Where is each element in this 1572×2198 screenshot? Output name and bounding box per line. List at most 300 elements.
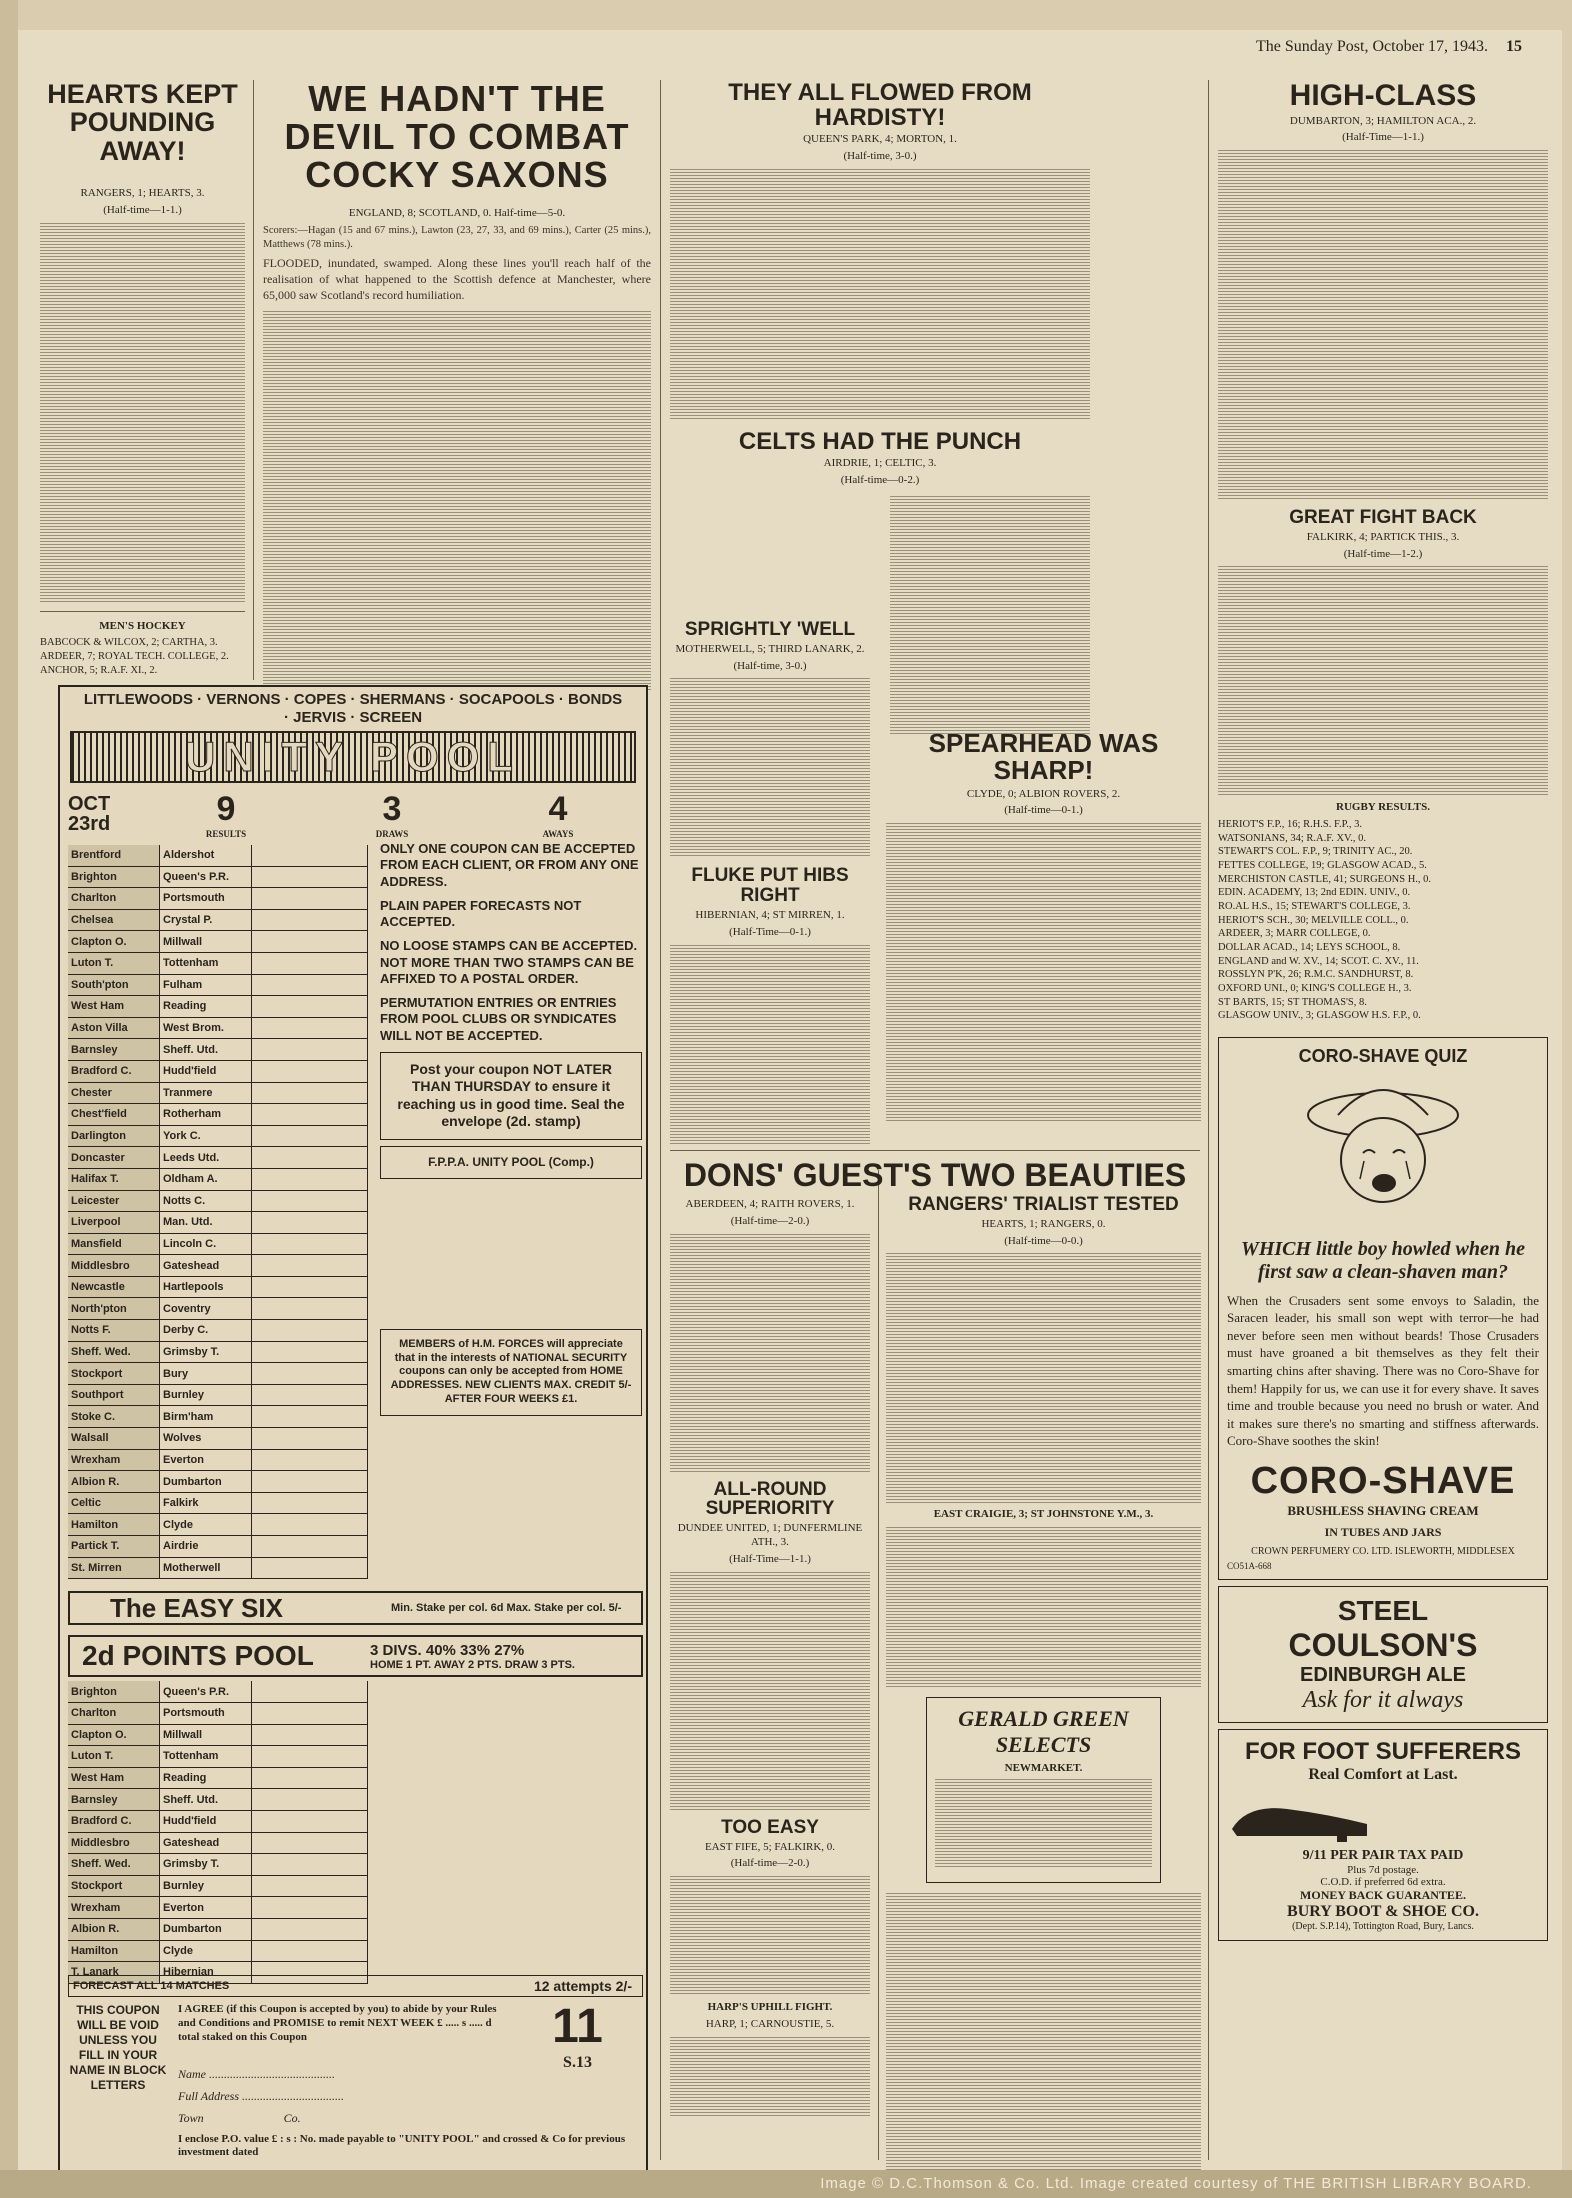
away-team: Portsmouth xyxy=(160,888,252,909)
home-team: Chelsea xyxy=(68,910,160,931)
forecast-box[interactable] xyxy=(252,845,368,866)
column-rule xyxy=(878,1170,879,2160)
forecast-box[interactable] xyxy=(252,1061,368,1082)
forecast-box[interactable] xyxy=(252,1514,368,1535)
quiz-title: CORO-SHAVE QUIZ xyxy=(1298,1045,1468,1066)
coro-shave-ad: CORO-SHAVE QUIZ WHICH little boy howled when he first saw a clean-shaven man? When the Crusaders sent some envoys to Saladin, the Saracen leader, his small son wept with terror—he had never before seen men without beards! Those Crusaders must have groaned a bit themselves as they felt their smarting chins after shaving. There was no Coro-Shave for them! Happily for us, we can use it for every shave. It saves time and trouble because you need no brush or water. And it makes sure there's no smarting and stiffness afterwards. Coro-Shave soothes the skin! CORO-SHAVE BRUSHLESS SHAVING CREAM IN TUBES AND JARS CROWN PERFUMERY CO. LTD. ISLEWORTH, MIDDLESEX CO51A-668 xyxy=(1218,1037,1548,1580)
home-team: Wrexham xyxy=(68,1450,160,1471)
postal-order-line: I enclose P.O. value £ : s : No. made payable to "UNITY POOL" and crossed & Co for previous investment dated xyxy=(178,2133,626,2159)
away-team: Hudd'field xyxy=(160,1811,252,1832)
away-team: Reading xyxy=(160,1768,252,1789)
away-team: Millwall xyxy=(160,931,252,952)
home-team: T. Lanark xyxy=(68,1962,160,1983)
score-line: CLYDE, 0; ALBION ROVERS, 2. xyxy=(966,787,1121,800)
fixture-row[interactable] xyxy=(68,1514,368,1536)
headline: DONS' GUEST'S TWO BEAUTIES xyxy=(683,1157,1187,1193)
away-team: Clyde xyxy=(160,1514,252,1535)
rugby-result: DOLLAR ACAD., 14; LEYS SCHOOL, 8. xyxy=(1218,941,1401,953)
headline: CELTS HAD THE PUNCH xyxy=(738,427,1022,455)
away-team: Queen's P.R. xyxy=(160,1681,252,1702)
home-team: Charlton xyxy=(68,888,160,909)
pool-results: 9 RESULTS xyxy=(205,789,247,839)
away-team: Clyde xyxy=(160,1941,252,1962)
fixture-row[interactable] xyxy=(68,931,368,953)
forecast-box[interactable] xyxy=(252,953,368,974)
away-team: Hartlepools xyxy=(160,1277,252,1298)
away-team: Millwall xyxy=(160,1725,252,1746)
half-time: (Half-Time—1-1.) xyxy=(729,1552,811,1565)
forecast-box[interactable] xyxy=(252,1169,368,1190)
fixture-row[interactable] xyxy=(68,1725,368,1747)
away-team: Lincoln C. xyxy=(160,1234,252,1255)
away-team: Tottenham xyxy=(160,953,252,974)
home-team: Celtic xyxy=(68,1493,160,1514)
home-team: Doncaster xyxy=(68,1147,160,1168)
article-text xyxy=(670,1572,870,1812)
fixture-row[interactable] xyxy=(68,1018,368,1040)
home-team: Bradford C. xyxy=(68,1811,160,1832)
home-team: Stockport xyxy=(68,1363,160,1384)
forecast-box[interactable] xyxy=(252,1255,368,1276)
pool-header xyxy=(60,787,646,841)
rugby-result: FETTES COLLEGE, 19; GLASGOW ACAD., 5. xyxy=(1218,860,1427,872)
home-team: West Ham xyxy=(68,996,160,1017)
fixture-row[interactable] xyxy=(68,1897,368,1919)
coupon-title: UNITY POOL xyxy=(70,731,636,783)
fixture-row[interactable] xyxy=(68,1558,368,1580)
article-text xyxy=(890,496,1090,736)
fixture-row[interactable] xyxy=(68,1681,368,1703)
fixture-row[interactable] xyxy=(68,1833,368,1855)
home-team: Sheff. Wed. xyxy=(68,1854,160,1875)
column-rule xyxy=(660,80,661,2160)
score-line: HEARTS, 1; RANGERS, 0. xyxy=(981,1217,1106,1230)
fixture-row[interactable] xyxy=(68,1363,368,1385)
home-team: Charlton xyxy=(68,1703,160,1724)
forces-note: MEMBERS of H.M. FORCES will appreciate that in the interests of NATIONAL SECURITY coupons can only be accepted from HOME ADDRESSES. NEW CLIENTS MAX. CREDIT 5/- AFTER FOUR WEEKS £1. xyxy=(380,1329,642,1416)
article-text xyxy=(40,223,245,603)
quiz-body: When the Crusaders sent some envoys to Saladin, the Saracen leader, his small son wept with terror—he had never before seen men without beards! Those Crusaders must have groaned a bit themselves as they felt their smarting chins after shaving. There was no Coro-Shave for them! Happily for us, we can use it for every shave. It saves time and trouble because you need no brush or water. And it makes sure there's no smarting and stiffness afterwards. Coro-Shave soothes the skin! xyxy=(1227,1292,1539,1449)
fixture-row[interactable] xyxy=(68,1126,368,1148)
rugby-result: ST BARTS, 15; ST THOMAS'S, 8. xyxy=(1218,996,1367,1008)
rugby-result: ROSSLYN P'K, 26; R.M.C. SANDHURST, 8. xyxy=(1218,969,1414,981)
forecast-box[interactable] xyxy=(252,1558,368,1579)
half-time: (Half-time—0-0.) xyxy=(1004,1234,1083,1247)
fixture-row[interactable] xyxy=(68,1039,368,1061)
forecast-box[interactable] xyxy=(252,1919,368,1940)
hockey-results xyxy=(40,636,245,677)
headline: HIGH-CLASS xyxy=(1289,79,1477,112)
fixture-row[interactable] xyxy=(68,1406,368,1428)
forecast-box[interactable] xyxy=(252,1147,368,1168)
result-line: ARDEER, 7; ROYAL TECH. COLLEGE, 2. xyxy=(40,650,229,662)
column-hearts xyxy=(40,80,245,677)
away-team: Hibernian xyxy=(160,1962,252,1983)
home-team: Stoke C. xyxy=(68,1406,160,1427)
gerald-green-box: GERALD GREEN SELECTS NEWMARKET. xyxy=(926,1697,1161,1883)
article-text xyxy=(886,823,1201,1123)
masthead xyxy=(1256,38,1522,56)
away-team: Grimsby T. xyxy=(160,1342,252,1363)
forecast-box[interactable] xyxy=(252,1126,368,1147)
half-time: (Half-time—1-2.) xyxy=(1343,547,1423,560)
headline: THEY ALL FLOWED FROM HARDISTY! xyxy=(728,79,1032,132)
address-field[interactable]: Full Address .................................. xyxy=(178,2089,345,2103)
fixture-row[interactable] xyxy=(68,1854,368,1876)
column-clyde xyxy=(886,730,1201,1128)
away-team: Fulham xyxy=(160,975,252,996)
score-line: FALKIRK, 4; PARTICK THIS., 3. xyxy=(1306,530,1460,543)
away-team: Airdrie xyxy=(160,1536,252,1557)
headline: HEARTS KEPT POUNDING AWAY! xyxy=(47,79,238,166)
column-england-scotland xyxy=(263,80,651,696)
article-text xyxy=(670,1234,870,1474)
score-line: DUNDEE UNITED, 1; DUNFERMLINE ATH., 3. xyxy=(677,1522,863,1549)
home-team: Brighton xyxy=(68,867,160,888)
forecast-box[interactable] xyxy=(252,1471,368,1492)
divider xyxy=(40,611,245,612)
quiz-question: WHICH little boy howled when he first saw a clean-shaven man? xyxy=(1241,1237,1525,1283)
article-text xyxy=(1218,150,1548,500)
hockey-title: MEN'S HOCKEY xyxy=(99,619,186,632)
fixture-row[interactable] xyxy=(68,1941,368,1963)
forecast-box[interactable] xyxy=(252,888,368,909)
rugby-title: RUGBY RESULTS. xyxy=(1336,801,1430,814)
away-team: York C. xyxy=(160,1126,252,1147)
forecast-box[interactable] xyxy=(252,1450,368,1471)
coupon-address: F.P.P.A. UNITY POOL (Comp.) xyxy=(380,1146,642,1179)
scorers: Scorers:—Hagan (15 and 67 mins.), Lawton (23, 27, 33, and 69 mins.), Carter (25 mins.), Matthews (78 mins.). xyxy=(263,225,651,250)
fixture-row[interactable] xyxy=(68,953,368,975)
fixture-row[interactable] xyxy=(68,1428,368,1450)
away-team: Tottenham xyxy=(160,1746,252,1767)
rugby-result: ARDEER, 3; MARR COLLEGE, 0. xyxy=(1218,928,1371,940)
score-line: MOTHERWELL, 5; THIRD LANARK, 2. xyxy=(675,642,865,655)
page-number: 15 xyxy=(1506,38,1522,55)
forecast-box[interactable] xyxy=(252,1536,368,1557)
home-team: Liverpool xyxy=(68,1212,160,1233)
rule: PLAIN PAPER FORECASTS NOT ACCEPTED. xyxy=(380,897,582,929)
away-team: Coventry xyxy=(160,1298,252,1319)
fixture-row[interactable] xyxy=(68,1277,368,1299)
headline: WE HADN'T THE DEVIL TO COMBAT COCKY SAXONS xyxy=(284,78,630,195)
away-team: Crystal P. xyxy=(160,910,252,931)
rugby-result: HERIOT'S F.P., 16; R.H.S. F.P., 3. xyxy=(1218,819,1363,831)
forecast-box[interactable] xyxy=(252,931,368,952)
easy-six-banner: The EASY SIX Min. Stake per col. 6d Max. Stake per col. 5/- xyxy=(68,1591,643,1625)
forecast-box[interactable] xyxy=(252,1104,368,1125)
away-team: Burnley xyxy=(160,1876,252,1897)
forecast-box[interactable] xyxy=(252,1083,368,1104)
score-line: ABERDEEN, 4; RAITH ROVERS, 1. xyxy=(685,1198,855,1210)
forecast-box[interactable] xyxy=(252,1789,368,1810)
away-team: Tranmere xyxy=(160,1083,252,1104)
result-line: BABCOCK & WILCOX, 2; CARTHA, 3. xyxy=(40,637,218,649)
fixture-row[interactable] xyxy=(68,1147,368,1169)
coupon-rules xyxy=(380,841,642,1422)
away-team: Burnley xyxy=(160,1385,252,1406)
half-time: (Half-time—0-1.) xyxy=(1004,804,1083,817)
fixture-row[interactable] xyxy=(68,1061,368,1083)
home-team: Newcastle xyxy=(68,1277,160,1298)
forecast-box[interactable] xyxy=(252,1406,368,1427)
away-team: Grimsby T. xyxy=(160,1854,252,1875)
rugby-result: WATSONIANS, 34; R.A.F. XV., 0. xyxy=(1218,832,1367,844)
away-team: Reading xyxy=(160,996,252,1017)
newspaper-page xyxy=(18,30,1562,2170)
score-line: EAST FIFE, 5; FALKIRK, 0. xyxy=(704,1840,836,1853)
score-line: HIBERNIAN, 4; ST MIRREN, 1. xyxy=(695,909,845,922)
fixture-row[interactable] xyxy=(68,1191,368,1213)
forecast-box[interactable] xyxy=(252,1681,368,1702)
forecast-box[interactable] xyxy=(252,1320,368,1341)
half-time: (Half-time—2-0.) xyxy=(730,1214,810,1227)
headline: GREAT FIGHT BACK xyxy=(1289,507,1477,528)
home-team: Barnsley xyxy=(68,1789,160,1810)
home-team: Hamilton xyxy=(68,1514,160,1535)
fixture-row[interactable] xyxy=(68,910,368,932)
forecast-box[interactable] xyxy=(252,975,368,996)
half-time: (Half-Time—1-1.) xyxy=(1342,131,1424,144)
fixture-row[interactable] xyxy=(68,845,368,867)
home-team: Walsall xyxy=(68,1428,160,1449)
away-team: Portsmouth xyxy=(160,1703,252,1724)
points-fixture-list xyxy=(68,1681,368,1983)
coupon-number: 11 S.13 xyxy=(552,2000,603,2071)
column-dumbarton xyxy=(1218,80,1548,1947)
rule: NO LOOSE STAMPS CAN BE ACCEPTED. NOT MORE THAN TWO STAMPS CAN BE AFFIXED TO A POSTAL ORDER. xyxy=(380,938,638,986)
name-field[interactable]: Name .......................................... xyxy=(178,2067,335,2081)
fixture-row[interactable] xyxy=(68,1876,368,1898)
home-team: Albion R. xyxy=(68,1471,160,1492)
column-motherwell xyxy=(670,620,870,1150)
headline: HARP'S UPHILL FIGHT. xyxy=(707,2001,833,2014)
home-team: Stockport xyxy=(68,1876,160,1897)
agreement-text: I AGREE (if this Coupon is accepted by you) to abide by your Rules and Conditions and PROMISE to remit NEXT WEEK £ ..... s ..... d total staked on this Coupon xyxy=(178,2003,497,2043)
unity-pool-coupon xyxy=(58,685,648,2175)
rugby-result: GLASGOW UNIV., 3; GLASGOW H.S. F.P., 0. xyxy=(1218,1010,1421,1022)
forecast-box[interactable] xyxy=(252,1493,368,1514)
away-team: Aldershot xyxy=(160,845,252,866)
away-team: Gateshead xyxy=(160,1833,252,1854)
rugby-result: ENGLAND and W. XV., 14; SCOT. C. XV., 11. xyxy=(1218,955,1419,967)
pool-aways: 4 AWAYS xyxy=(542,789,574,839)
pool-draws: 3 DRAWS xyxy=(375,789,409,839)
home-team: Halifax T. xyxy=(68,1169,160,1190)
home-team: Aston Villa xyxy=(68,1018,160,1039)
headline: RANGERS' TRIALIST TESTED xyxy=(908,1194,1179,1215)
away-team: Rotherham xyxy=(160,1104,252,1125)
forecast-box[interactable] xyxy=(252,867,368,888)
score-line: HARP, 1; CARNOUSTIE, 5. xyxy=(705,2017,835,2030)
home-team: Chest'field xyxy=(68,1104,160,1125)
home-team: Leicester xyxy=(68,1191,160,1212)
racing-results xyxy=(886,1893,1201,2198)
half-time: (Half-time—2-0.) xyxy=(730,1857,810,1870)
away-team: Notts C. xyxy=(160,1191,252,1212)
fixture-row[interactable] xyxy=(68,1471,368,1493)
article-text xyxy=(670,1876,870,1996)
forecast-box[interactable] xyxy=(252,1725,368,1746)
forecast-box[interactable] xyxy=(252,1277,368,1298)
column-aberdeen xyxy=(670,1195,870,2122)
fixture-row[interactable] xyxy=(68,1746,368,1768)
fixture-row[interactable] xyxy=(68,1298,368,1320)
post-note: Post your coupon NOT LATER THAN THURSDAY to ensure it reaching us in good time. Seal the envelope (2d. stamp) xyxy=(380,1052,642,1140)
coupon-date: OCT 23rd xyxy=(68,793,111,835)
home-team: Wrexham xyxy=(68,1897,160,1918)
forecast-box[interactable] xyxy=(252,1833,368,1854)
column-rule xyxy=(1208,80,1209,2160)
fixture-row[interactable] xyxy=(68,1234,368,1256)
brand-name: CORO-SHAVE xyxy=(1250,1459,1516,1502)
rugby-result: HERIOT'S SCH., 30; MELVILLE COLL., 0. xyxy=(1218,914,1409,926)
home-team: Clapton O. xyxy=(68,1725,160,1746)
home-team: Bradford C. xyxy=(68,1061,160,1082)
away-team: Oldham A. xyxy=(160,1169,252,1190)
forecast-box[interactable] xyxy=(252,1212,368,1233)
score-line: QUEEN'S PARK, 4; MORTON, 1. xyxy=(803,133,957,146)
score-line: DUMBARTON, 3; HAMILTON ACA., 2. xyxy=(1289,114,1477,127)
home-team: Southport xyxy=(68,1385,160,1406)
forecast-box[interactable] xyxy=(252,1234,368,1255)
forecast-box[interactable] xyxy=(252,1018,368,1039)
fixture-row[interactable] xyxy=(68,1169,368,1191)
half-time: (Half-time—0-2.) xyxy=(840,473,920,486)
article-text xyxy=(886,1253,1201,1503)
away-team: Derby C. xyxy=(160,1320,252,1341)
forecast-box[interactable] xyxy=(252,1039,368,1060)
rugby-result: EDIN. ACADEMY, 13; 2nd EDIN. UNIV., 0. xyxy=(1218,887,1411,899)
away-team: Dumbarton xyxy=(160,1919,252,1940)
away-team: Bury xyxy=(160,1363,252,1384)
home-team: Albion R. xyxy=(68,1919,160,1940)
forecast-box[interactable] xyxy=(252,1854,368,1875)
article-text xyxy=(670,678,870,858)
away-team: Falkirk xyxy=(160,1493,252,1514)
fixture-row[interactable] xyxy=(68,1536,368,1558)
away-team: Sheff. Utd. xyxy=(160,1039,252,1060)
forecast-box[interactable] xyxy=(252,1746,368,1767)
away-team: Birm'ham xyxy=(160,1406,252,1427)
forecast-box[interactable] xyxy=(252,1428,368,1449)
home-team: St. Mirren xyxy=(68,1558,160,1579)
fixture-row[interactable] xyxy=(68,1212,368,1234)
fixture-row[interactable] xyxy=(68,1703,368,1725)
fixture-row[interactable] xyxy=(68,1811,368,1833)
fixture-row[interactable] xyxy=(68,1450,368,1472)
town-field[interactable]: Town Co. xyxy=(178,2111,301,2125)
away-team: Everton xyxy=(160,1450,252,1471)
away-team: Sheff. Utd. xyxy=(160,1789,252,1810)
rugby-result: OXFORD UNI., 0; KING'S COLLEGE H., 3. xyxy=(1218,982,1412,994)
forecast-box[interactable] xyxy=(252,1876,368,1897)
home-team: Darlington xyxy=(68,1126,160,1147)
half-time: (Half-Time—0-1.) xyxy=(729,926,811,939)
away-team: Gateshead xyxy=(160,1255,252,1276)
forecast-row: FORECAST ALL 14 MATCHES 12 attempts 2/- xyxy=(68,1975,643,1997)
home-team: Notts F. xyxy=(68,1320,160,1341)
article-text xyxy=(670,945,870,1145)
article-text xyxy=(670,169,1090,419)
points-pool-banner: 2d POINTS POOL 3 DIVS. 40% 33% 27% HOME 1 PT. AWAY 2 PTS. DRAW 3 PTS. xyxy=(68,1635,643,1677)
fixture-list xyxy=(68,845,368,1579)
forecast-box[interactable] xyxy=(252,1342,368,1363)
headline: SPEARHEAD WAS SHARP! xyxy=(928,728,1159,786)
article-text xyxy=(263,311,651,691)
fixture-row[interactable] xyxy=(68,1493,368,1515)
dons-banner xyxy=(670,1150,1200,1193)
lede: FLOODED, inundated, swamped. Along these lines you'll reach half of the realisation of what happened to the Scottish defence at Manchester, where 65,000 saw Scotland's record humiliation. xyxy=(263,255,651,302)
home-team: Sheff. Wed. xyxy=(68,1342,160,1363)
fixture-row[interactable] xyxy=(68,1789,368,1811)
away-team: Wolves xyxy=(160,1428,252,1449)
score-line: RANGERS, 1; HEARTS, 3. xyxy=(80,187,205,200)
article-text xyxy=(886,1527,1201,1687)
rule: PERMUTATION ENTRIES OR ENTRIES FROM POOL CLUBS OR SYNDICATES WILL NOT BE ACCEPTED. xyxy=(380,995,617,1043)
home-team: Hamilton xyxy=(68,1941,160,1962)
image-credit: Image © D.C.Thomson & Co. Ltd. Image created courtesy of THE BRITISH LIBRARY BOARD. xyxy=(820,2175,1532,2192)
forecast-box[interactable] xyxy=(252,910,368,931)
fixture-row[interactable] xyxy=(68,1083,368,1105)
fixture-row[interactable] xyxy=(68,1919,368,1941)
forecast-box[interactable] xyxy=(252,1363,368,1384)
coulsons-ale-ad: STEEL COULSON'S EDINBURGH ALE Ask for it always xyxy=(1218,1586,1548,1723)
half-time: (Half-time—1-1.) xyxy=(103,203,182,216)
forecast-box[interactable] xyxy=(252,1768,368,1789)
forecast-box[interactable] xyxy=(252,1897,368,1918)
home-team: Clapton O. xyxy=(68,931,160,952)
rugby-results xyxy=(1218,818,1548,1023)
home-team: Chester xyxy=(68,1083,160,1104)
home-team: Mansfield xyxy=(68,1234,160,1255)
home-team: Luton T. xyxy=(68,1746,160,1767)
away-team: Hudd'field xyxy=(160,1061,252,1082)
fixture-row[interactable] xyxy=(68,996,368,1018)
rule: ONLY ONE COUPON CAN BE ACCEPTED FROM EACH CLIENT, OR FROM ANY ONE ADDRESS. xyxy=(380,841,639,889)
headline: SPRIGHTLY 'WELL xyxy=(684,619,856,640)
home-team: Brighton xyxy=(68,1681,160,1702)
score-line: ENGLAND, 8; SCOTLAND, 0. Half-time—5-0. xyxy=(348,207,566,220)
fixture-row[interactable] xyxy=(68,867,368,889)
forecast-box[interactable] xyxy=(252,1941,368,1962)
article-text xyxy=(670,2037,870,2117)
forecast-box[interactable] xyxy=(252,1811,368,1832)
fixture-row[interactable] xyxy=(68,1104,368,1126)
crying-boy-illustration xyxy=(1298,1075,1468,1225)
fixture-row[interactable] xyxy=(68,1320,368,1342)
fixture-row[interactable] xyxy=(68,1255,368,1277)
half-time: (Half-time, 3-0.) xyxy=(843,150,917,163)
fixture-row[interactable] xyxy=(68,1385,368,1407)
pool-brands: LITTLEWOODS · VERNONS · COPES · SHERMANS · SOCAPOOLS · BONDS · JERVIS · SCREEN xyxy=(83,691,623,726)
half-time: (Half-time, 3-0.) xyxy=(733,659,807,672)
forecast-box[interactable] xyxy=(252,1703,368,1724)
forecast-box[interactable] xyxy=(252,996,368,1017)
forecast-box[interactable] xyxy=(252,1298,368,1319)
void-notice: THIS COUPON WILL BE VOID UNLESS YOU FILL IN YOUR NAME IN BLOCK LETTERS xyxy=(69,2003,167,2092)
fixture-row[interactable] xyxy=(68,1342,368,1364)
forecast-box[interactable] xyxy=(252,1191,368,1212)
forecast-box[interactable] xyxy=(252,1385,368,1406)
away-team: Man. Utd. xyxy=(160,1212,252,1233)
column-rule xyxy=(253,80,254,680)
fixture-row[interactable] xyxy=(68,888,368,910)
away-team: Everton xyxy=(160,1897,252,1918)
fixture-row[interactable] xyxy=(68,1768,368,1790)
fixture-row[interactable] xyxy=(68,975,368,997)
home-team: Middlesbro xyxy=(68,1255,160,1276)
